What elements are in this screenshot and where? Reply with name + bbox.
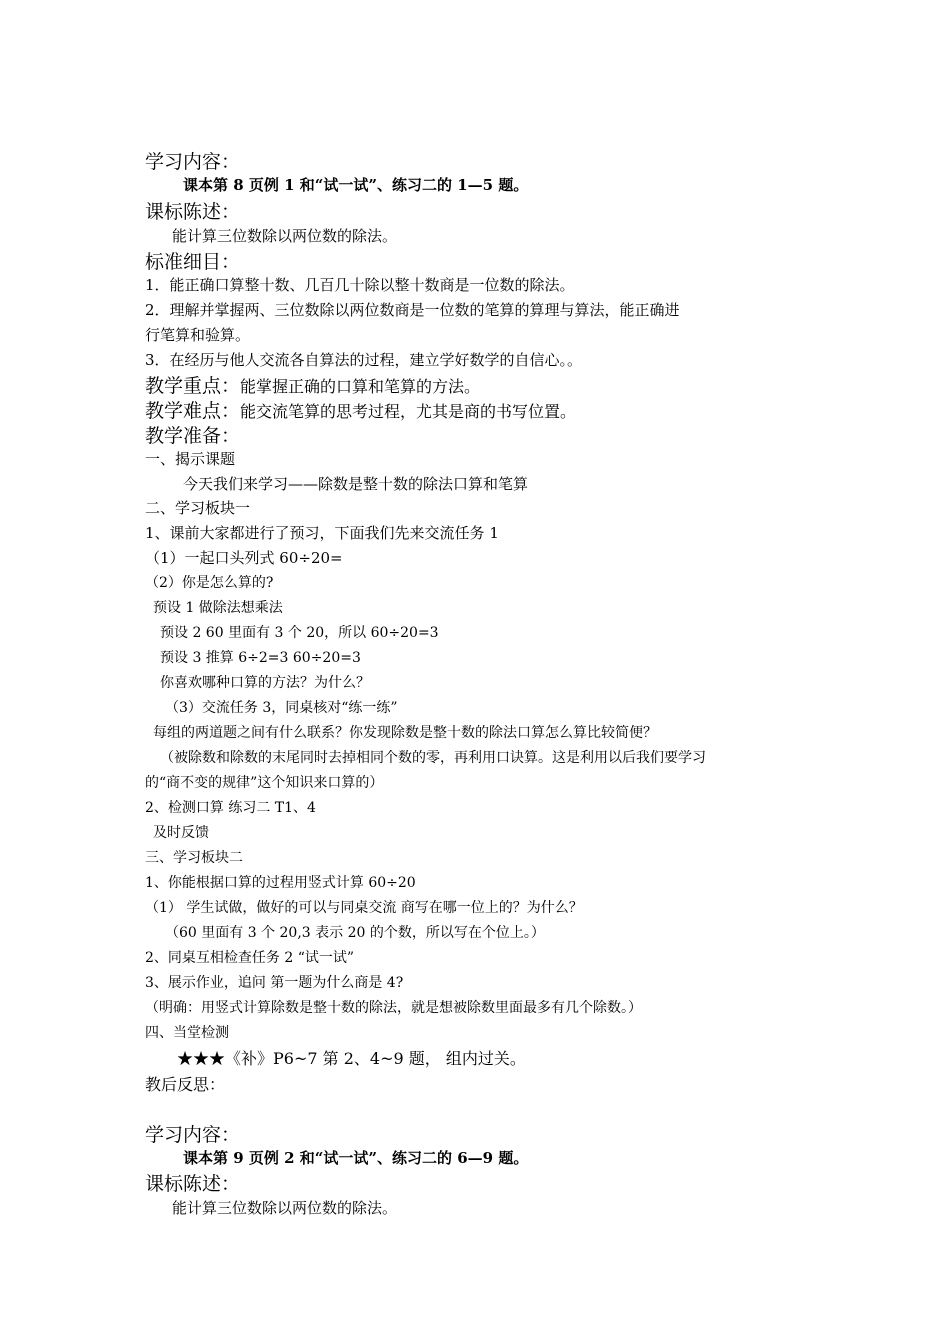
standard-statement-text-2: 能计算三位数除以两位数的除法。 <box>172 1199 398 1217</box>
question-preference: 你喜欢哪种口算的方法？为什么？ <box>160 675 370 691</box>
preset-1: 预设 1 做除法想乘法 <box>153 600 283 616</box>
key-point-line <box>145 377 480 396</box>
timely-feedback: 及时反馈 <box>153 825 209 841</box>
preset-3: 预设 3 推算 6÷2=3 60÷20=3 <box>160 650 361 666</box>
key-point-text: 能掌握正确的口算和笔算的方法。 <box>240 377 481 396</box>
detail-item-3: 3．在经历与他人交流各自算法的过程，建立学好数学的自信心。。 <box>145 351 583 369</box>
heading-preparation: 教学准备： <box>145 425 241 447</box>
heading-standard-statement-2: 课标陈述： <box>145 1173 241 1195</box>
learning-content-text-2: 课本第 9 页例 2 和“试一试”、练习二的 6—9 题。 <box>183 1149 529 1167</box>
clarification: （明确：用竖式计算除数是整十数的除法，就是想被除数里面最多有几个除数。） <box>145 1000 642 1016</box>
section-3-title: 三、学习板块二 <box>145 850 243 866</box>
task-1-step-2: （2）你是怎么算的? <box>145 575 274 591</box>
detail-item-1: 1．能正确口算整十数、几百几十除以整十数商是一位数的除法。 <box>145 276 575 294</box>
vertical-calc-task: 1、你能根据口算的过程用竖式计算 60÷20 <box>145 875 416 891</box>
task-3-explanation: （被除数和除数的末尾同时去掉相同个数的零，再利用口诀算。这是利用以后我们要学习 <box>160 750 706 766</box>
detail-item-2: 2．理解并掌握两、三位数除以两位数商是一位数的笔算的算理与算法，能正确进 <box>145 301 680 319</box>
difficulty-line <box>145 402 576 421</box>
student-try: （1） 学生试做，做好的可以与同桌交流 商写在哪一位上的？为什么？ <box>145 900 583 916</box>
learning-content-text: 课本第 8 页例 1 和“试一试”、练习二的 1—5 题。 <box>183 176 529 194</box>
student-try-explanation: （60 里面有 3 个 20,3 表示 20 的个数，所以写在个位上。） <box>165 925 545 941</box>
standard-statement-text: 能计算三位数除以两位数的除法。 <box>172 227 398 245</box>
task-1-step-1: （1）一起口头列式 60÷20= <box>145 549 343 567</box>
detail-item-2-cont: 行笔算和验算。 <box>145 326 251 344</box>
post-class-reflection: 教后反思： <box>145 1075 226 1094</box>
preset-2: 预设 2 60 里面有 3 个 20，所以 60÷20=3 <box>160 625 439 641</box>
peer-check-task-2: 2、同桌互相检查任务 2 “试一试” <box>145 950 355 966</box>
task-3-exchange: （3）交流任务 3，同桌核对“练一练” <box>165 700 398 716</box>
section-4-title: 四、当堂检测 <box>145 1025 229 1041</box>
task-3-explanation-cont: 的“商不变的规律”这个知识来口算的） <box>145 775 384 791</box>
heading-learning-content-2: 学习内容： <box>145 1124 241 1146</box>
heading-difficulty: 教学难点： <box>145 400 241 422</box>
heading-learning-content: 学习内容： <box>145 151 241 173</box>
heading-standard-statement: 课标陈述： <box>145 201 241 223</box>
section-1-title: 一、揭示课题 <box>145 450 236 468</box>
task-3-question: 每组的两道题之间有什么联系？你发现除数是整十数的除法口算怎么算比较简便？ <box>153 725 657 741</box>
section-2-title: 二、学习板块一 <box>145 499 251 517</box>
heading-standard-details: 标准细目： <box>145 251 241 273</box>
heading-key-point: 教学重点： <box>145 375 241 397</box>
task-1-intro: 1、课前大家都进行了预习，下面我们先来交流任务 1 <box>145 524 499 542</box>
show-homework: 3、展示作业，追问 第一题为什么商是 4? <box>145 975 404 991</box>
check-oral-calc: 2、检测口算 练习二 T1、4 <box>145 800 316 816</box>
section-1-text: 今天我们来学习——除数是整十数的除法口算和笔算 <box>183 475 529 493</box>
difficulty-text: 能交流笔算的思考过程，尤其是商的书写位置。 <box>240 402 577 421</box>
classroom-test: ★★★《补》P6~7 第 2、4~9 题， 组内过关。 <box>177 1049 526 1068</box>
